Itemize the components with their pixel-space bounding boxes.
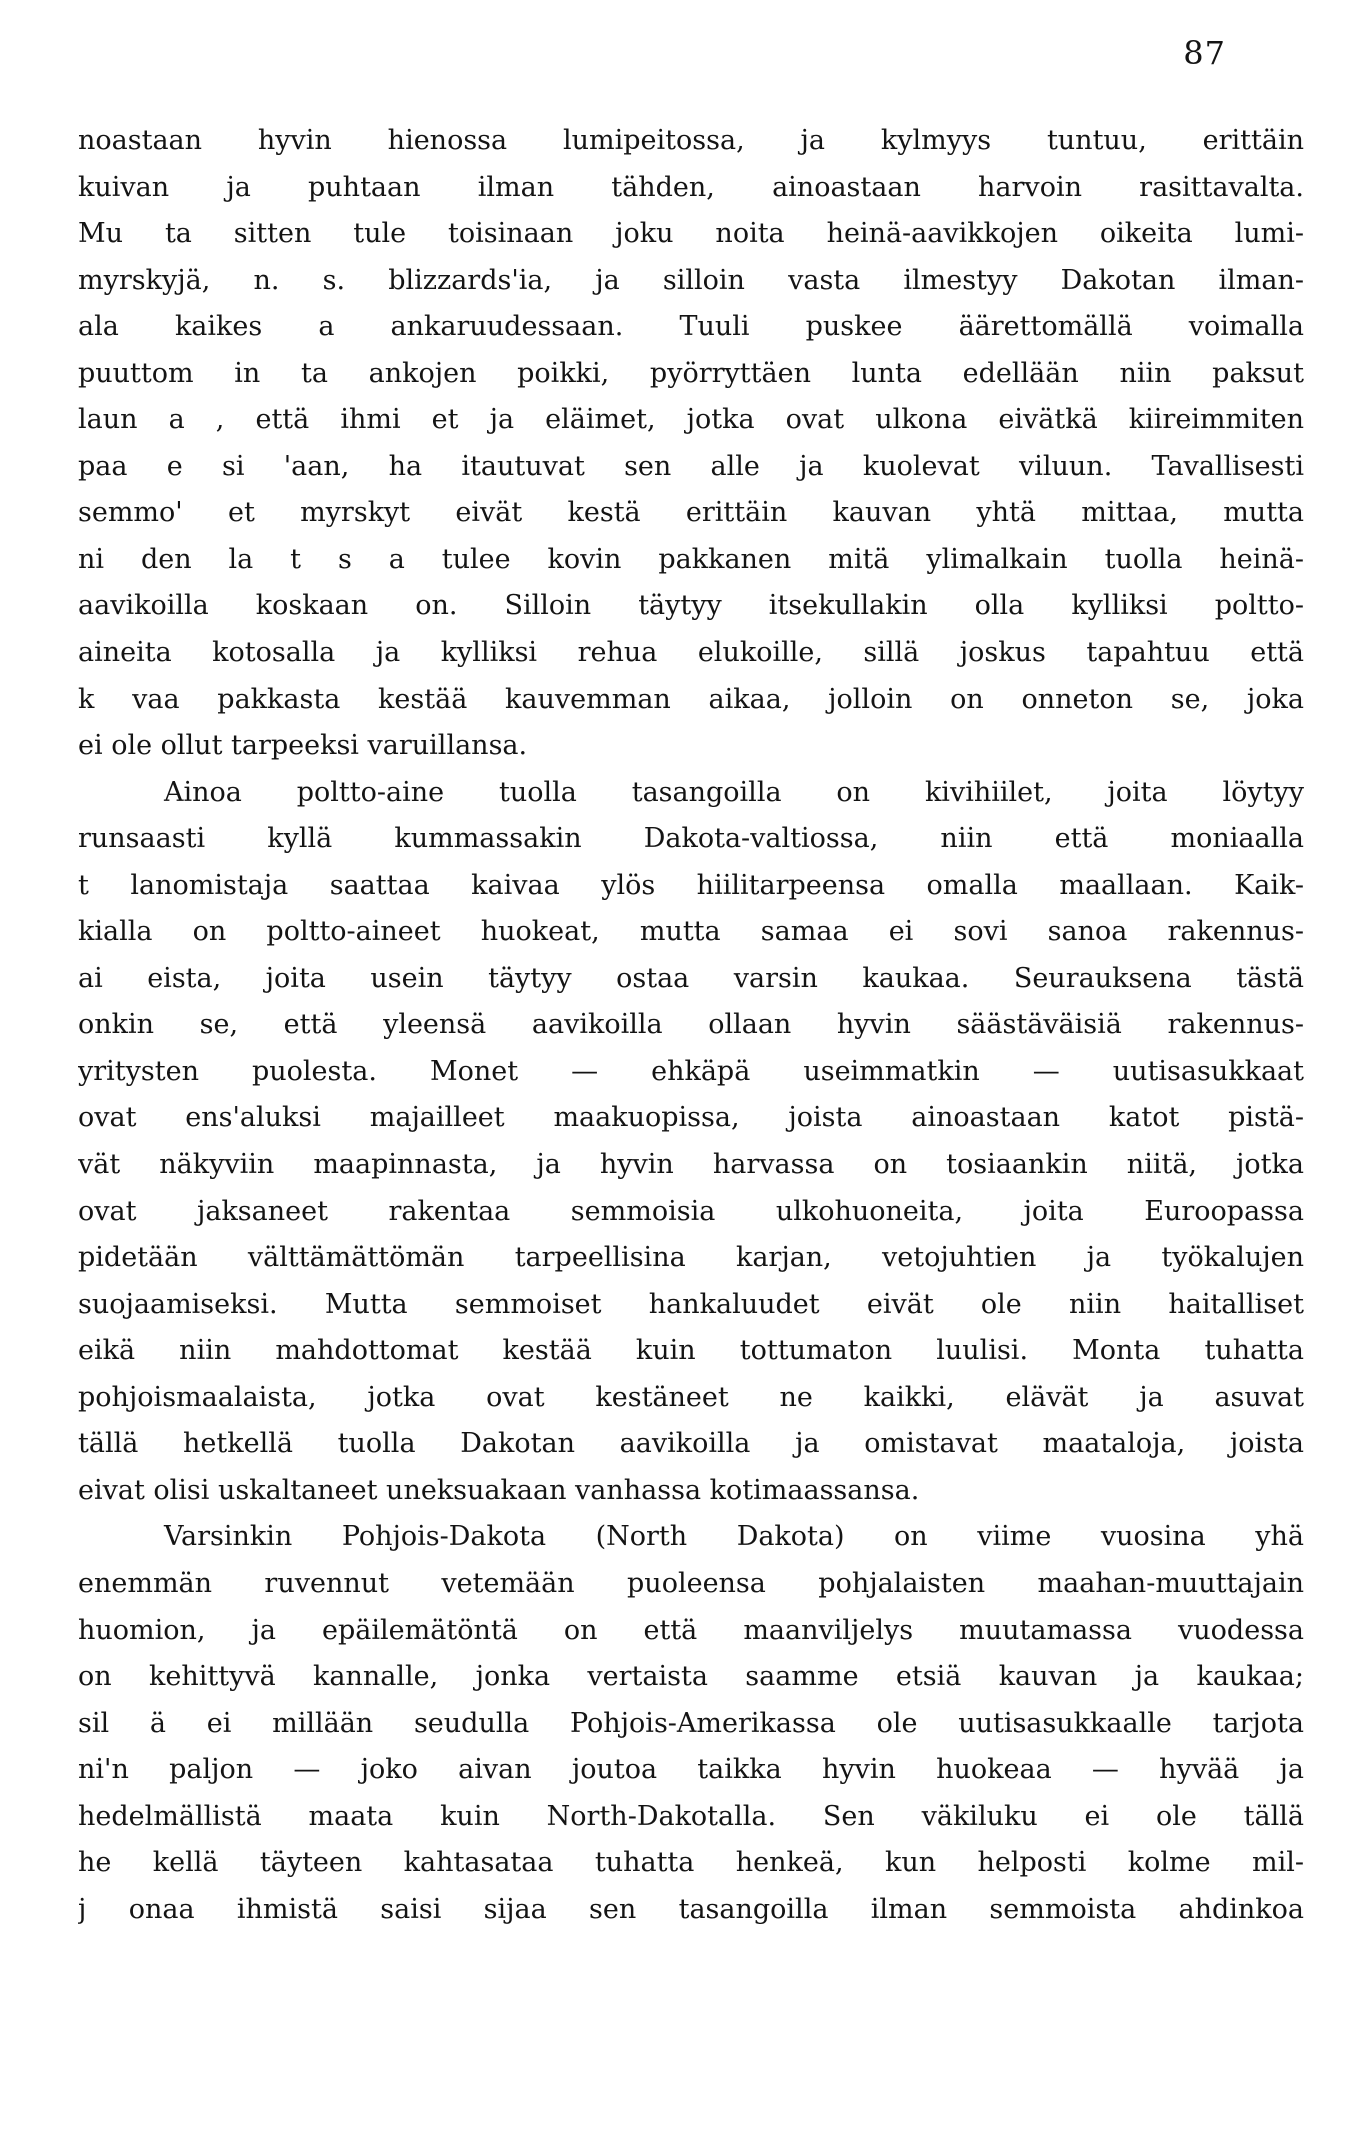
text-line: he kellä täyteen kahtasataa tuhatta henkeä, kun helposti kolme mil- (78, 1847, 1304, 1879)
text-line: eikä niin mahdottomat kestää kuin tottumaton luulisi. Monta tuhatta (78, 1335, 1304, 1367)
text-line: aavikoilla koskaan on. Silloin täytyy itsekullakin olla kylliksi poltto- (78, 590, 1304, 622)
text-line: kialla on poltto-aineet huokeat, mutta samaa ei sovi sanoa rakennus- (78, 916, 1304, 948)
text-line: yritysten puolesta. Monet — ehkäpä useimmatkin — uutisasukkaat (78, 1055, 1304, 1087)
text-line: Varsinkin Pohjois-Dakota (North Dakota) on viime vuosina yhä (164, 1521, 1304, 1553)
text-line: ai eista, joita usein täytyy ostaa varsin kaukaa. Seurauksena tästä (78, 962, 1304, 994)
paragraph (78, 118, 1304, 770)
text-line: puuttom in ta ankojen poikki, pyörryttäen lunta edellään niin paksut (78, 357, 1304, 389)
text-line: huomion, ja epäilemätöntä on että maanviljelys muutamassa vuodessa (78, 1614, 1304, 1646)
text-line: pidetään välttämättömän tarpeellisina karjan, vetojuhtien ja työkalujen (78, 1242, 1304, 1274)
text-line: kuivan ja puhtaan ilman tähden, ainoastaan harvoin rasittavalta. (78, 171, 1304, 203)
body-text (78, 118, 1304, 1933)
text-line: noastaan hyvin hienossa lumipeitossa, ja kylmyys tuntuu, erittäin (78, 125, 1304, 156)
text-line: t lanomistaja saattaa kaivaa ylös hiilitarpeensa omalla maallaan. Kaik- (78, 869, 1304, 901)
text-line: aineita kotosalla ja kylliksi rehua elukoille, sillä joskus tapahtuu että (78, 637, 1304, 669)
text-line: myrskyjä, n. s. blizzards'ia, ja silloin vasta ilmestyy Dakotan ilman- (78, 264, 1304, 296)
text-line: runsaasti kyllä kummassakin Dakota-valtiossa, niin että moniaalla (78, 823, 1304, 855)
text-line: tällä hetkellä tuolla Dakotan aavikoilla ja omistavat maataloja, joista (78, 1428, 1304, 1460)
text-line: on kehittyvä kannalle, jonka vertaista saamme etsiä kauvan ja kaukaa; (78, 1661, 1304, 1693)
text-line: ovat ens'aluksi majailleet maakuopissa, joista ainoastaan katot pistä- (78, 1102, 1304, 1134)
text-line: ni'n paljon — joko aivan joutoa taikka hyvin huokeaa — hyvää ja (78, 1754, 1304, 1786)
text-line: pohjoismaalaista, jotka ovat kestäneet ne kaikki, elävät ja asuvat (78, 1381, 1304, 1413)
text-line: sil ä ei millään seudulla Pohjois-Amerikassa ole uutisasukkaalle tarjota (78, 1707, 1304, 1739)
text-line: suojaamiseksi. Mutta semmoiset hankaluudet eivät ole niin haitalliset (78, 1288, 1304, 1320)
text-line: ovat jaksaneet rakentaa semmoisia ulkohuoneita, joita Euroopassa (78, 1195, 1304, 1227)
text-line: j onaa ihmistä saisi sijaa sen tasangoilla ilman semmoista ahdinkoa (78, 1893, 1304, 1925)
text-line: k vaa pakkasta kestää kauvemman aikaa, jolloin on onneton se, joka (78, 683, 1304, 715)
text-line: onkin se, että yleensä aavikoilla ollaan hyvin säästäväisiä rakennus- (78, 1009, 1304, 1041)
text-line: ei ole ollut tarpeeksi varuillansa. (78, 730, 528, 762)
paragraph (78, 1514, 1304, 1933)
text-line: hedelmällistä maata kuin North-Dakotalla. Sen väkiluku ei ole tällä (78, 1800, 1304, 1832)
text-line: ni den la t s a tulee kovin pakkanen mitä ylimalkain tuolla heinä- (78, 543, 1304, 575)
text-line: eivat olisi uskaltaneet uneksuakaan vanhassa kotimaassansa. (78, 1474, 920, 1506)
paragraph (78, 770, 1304, 1515)
text-line: semmo' et myrskyt eivät kestä erittäin kauvan yhtä mittaa, mutta (78, 497, 1304, 529)
text-line: enemmän ruvennut vetemään puoleensa pohjalaisten maahan-muuttajain (78, 1567, 1304, 1599)
text-line: Mu ta sitten tule toisinaan joku noita heinä-aavikkojen oikeita lumi- (78, 218, 1304, 250)
text-line: ala kaikes a ankaruudessaan. Tuuli puskee äärettomällä voimalla (78, 311, 1304, 343)
text-line: Ainoa poltto-aine tuolla tasangoilla on kivihiilet, joita löytyy (164, 776, 1304, 808)
page-number: 87 (1183, 34, 1226, 72)
text-line: paa e si 'aan, ha itautuvat sen alle ja kuolevat viluun. Tavallisesti (78, 450, 1304, 482)
text-line: laun a , että ihmi et ja eläimet, jotka ovat ulkona eivätkä kiireimmiten (78, 404, 1304, 436)
text-line: vät näkyviin maapinnasta, ja hyvin harvassa on tosiaankin niitä, jotka (78, 1149, 1304, 1181)
